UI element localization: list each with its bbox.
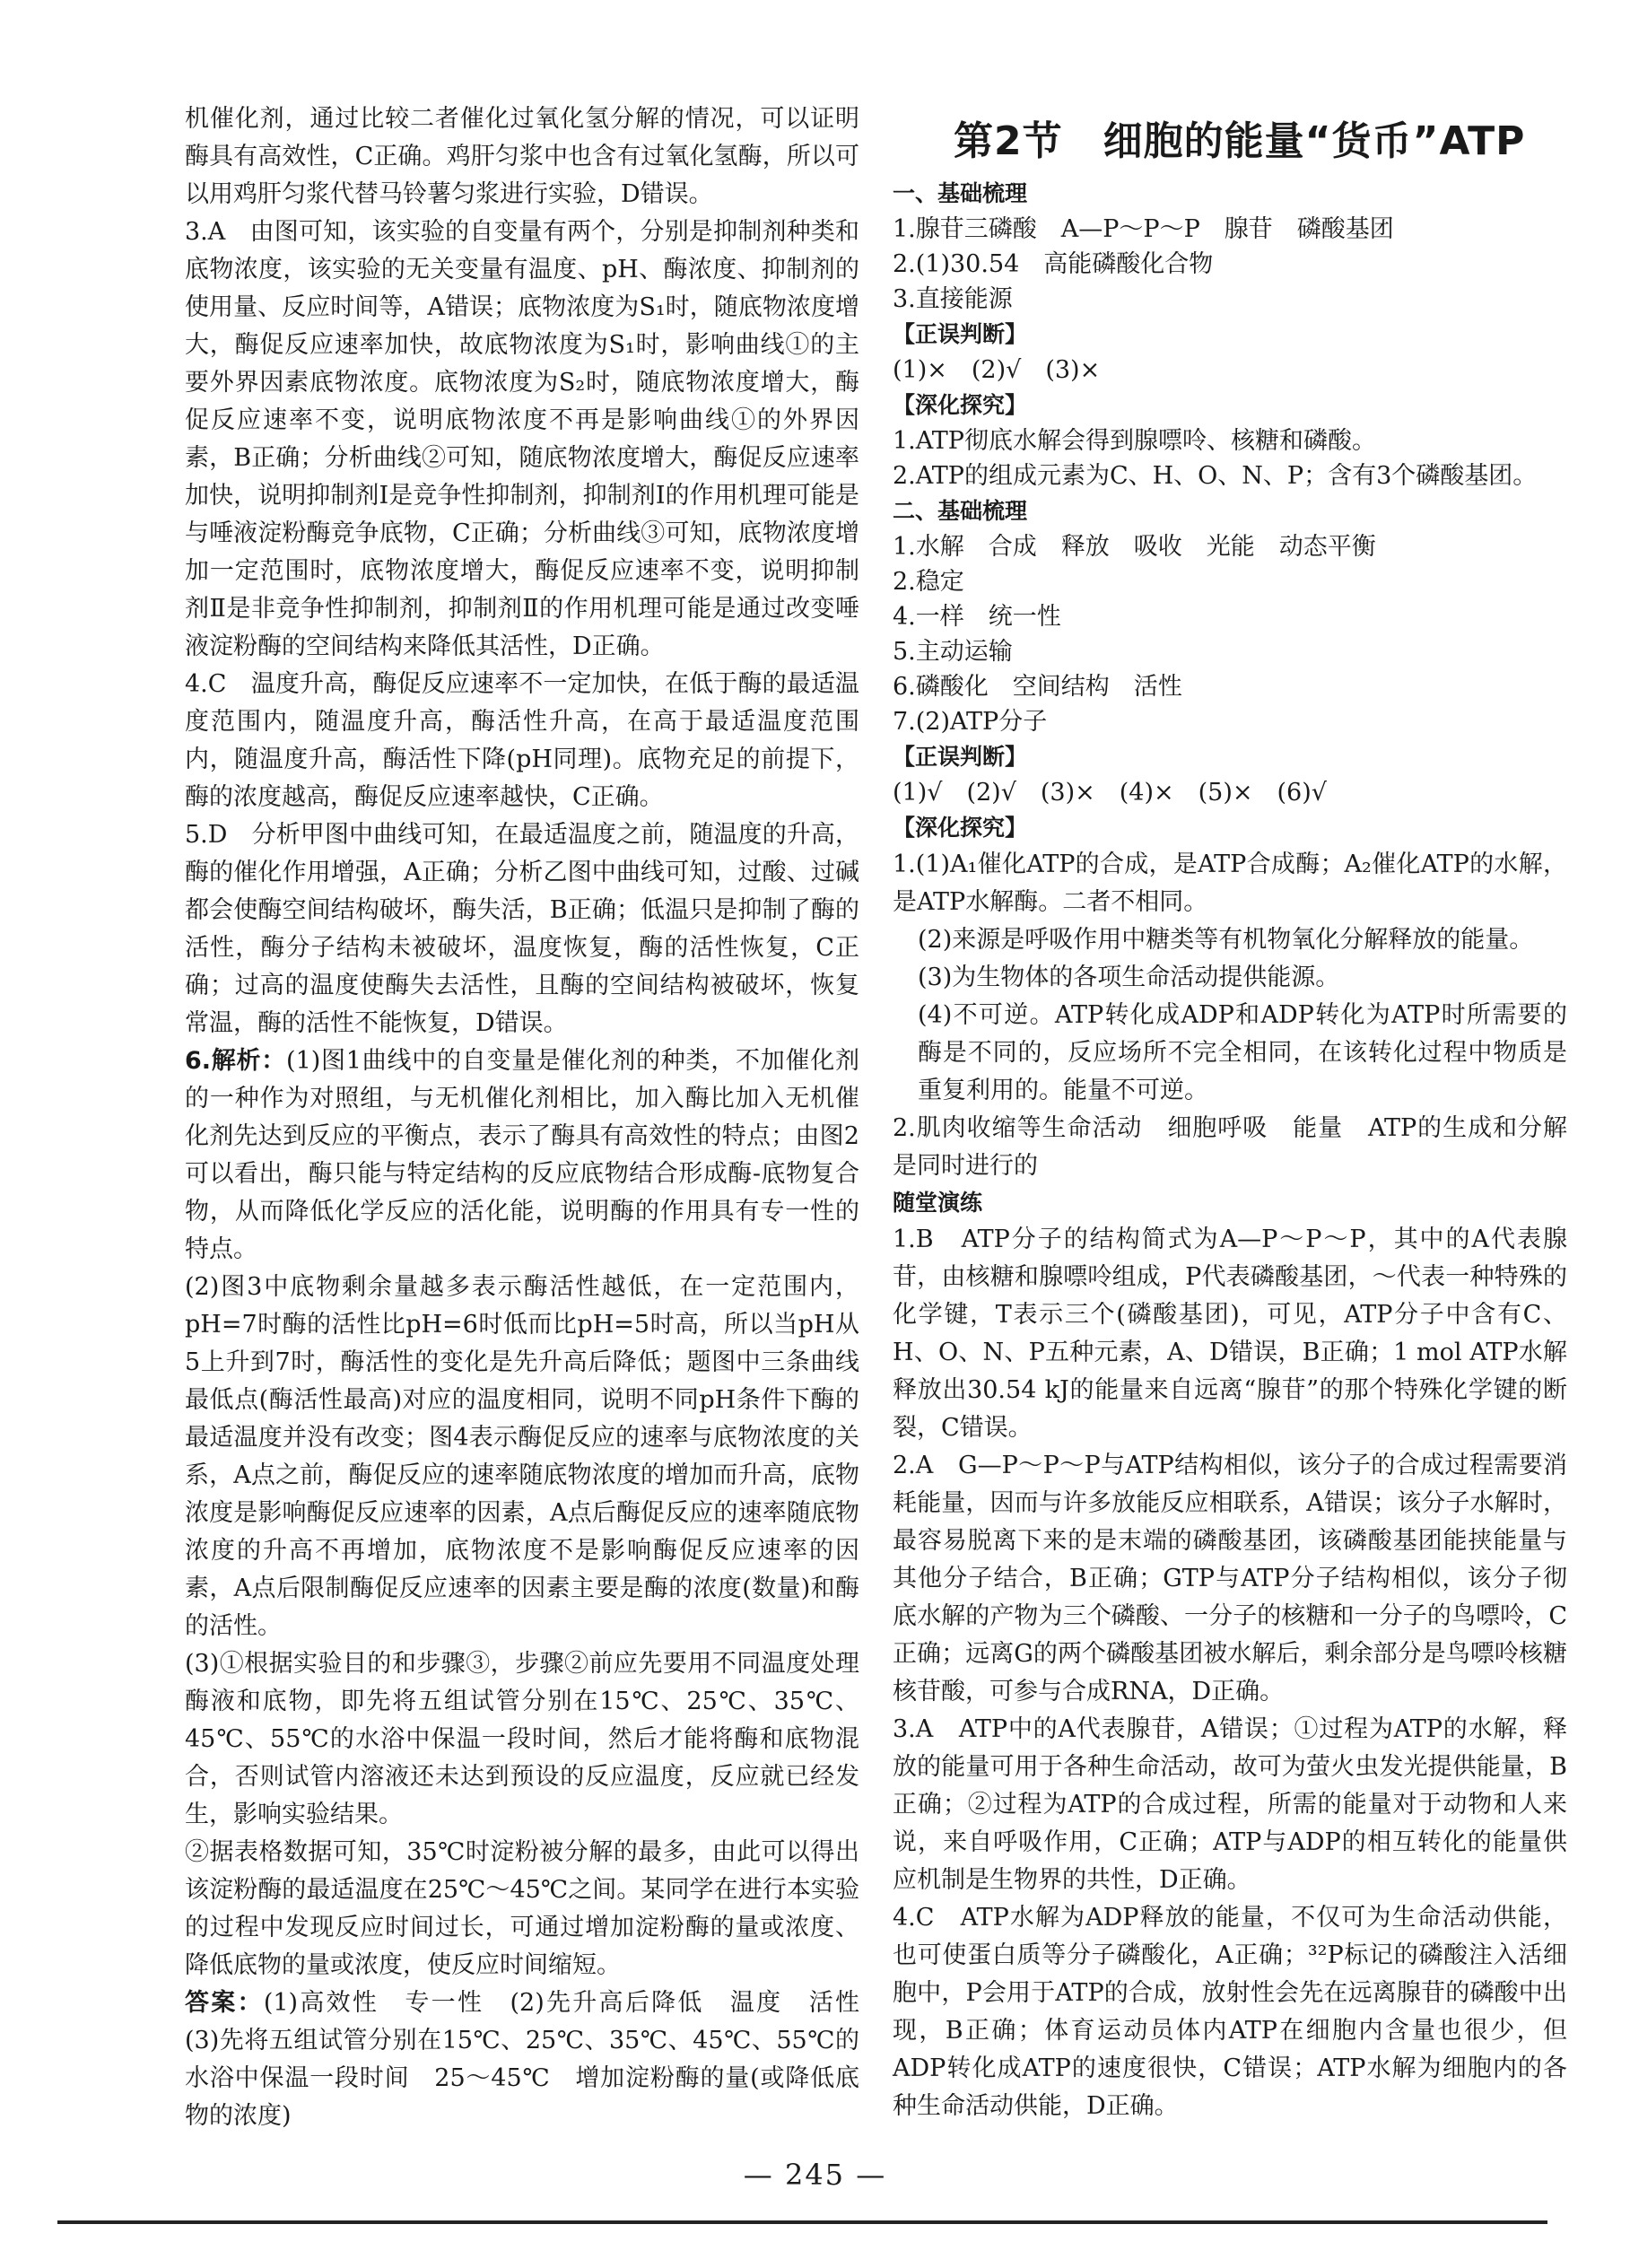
section-2-heading: 二、基础梳理	[893, 498, 1028, 524]
s1-line-3: 3.直接能源	[893, 285, 1013, 313]
footer-rule	[57, 2220, 1547, 2224]
left-para-0: 机催化剂，通过比较二者催化过氧化氢分解的情况，可以证明酶具有高效性，C正确。鸡肝匀浆中也含有过氧化氢酶，所以可以用鸡肝匀浆代替马铃薯匀浆进行实验，D错误。	[185, 105, 859, 208]
practice-item-2: 2.A G—P～P～P与ATP结构相似，该分子的合成过程需要消耗能量，因而与许多放能反应相联系，A错误；该分子水解时，最容易脱离下来的是末端的磷酸基团，该磷酸基团能挟能量与其他分子结合，B正确；GTP与ATP分子结构相似，该分子彻底水解的产物为三个磷酸、一分子的核糖和一分子的鸟嘌呤，C正确；远离G的两个磷酸基团被水解后，剩余部分是鸟嘌呤核糖核苷酸，可参与合成RNA，D正确。	[893, 1452, 1567, 1705]
judge-heading-1: 【正误判断】	[893, 321, 1028, 347]
deep2-item-1-2: (2)来源是呼吸作用中糖类等有机物氧化分解释放的能量。	[918, 926, 1534, 954]
s2-line-2: 2.稳定	[893, 568, 964, 596]
analysis-label: 6.解析：	[185, 1047, 287, 1075]
deep-heading-1: 【深化探究】	[893, 392, 1028, 418]
judge-answers-1: (1)× (2)√ (3)×	[893, 356, 1101, 384]
analysis-part-2: (2)图3中底物剩余量越多表示酶活性越低，在一定范围内，pH=7时酶的活性比pH=6时低而比pH=5时高，所以当pH从5上升到7时，酶活性的变化是先升高后降低；题图中三条曲线最低点(酶活性最高)对应的温度相同，说明不同pH条件下酶的最适温度并没有改变；图4表示酶促反应的速率与底物浓度的关系，A点之前，酶促反应的速率随底物浓度的增加而升高，底物浓度是影响酶促反应速率的因素，A点后酶促反应的速率随底物浓度的升高不再增加，底物浓度不是影响酶促反应速率的因素，A点后限制酶促反应速率的因素主要是酶的浓度(数量)和酶的活性。	[185, 1273, 859, 1640]
page-number: — 245 —	[743, 2158, 887, 2192]
section-1-heading: 一、基础梳理	[893, 180, 1028, 206]
answer-text: (1)高效性 专一性 (2)先升高后降低 温度 活性 (3)先将五组试管分别在15℃、25℃、35℃、45℃、55℃的水浴中保温一段时间 25～45℃ 增加淀粉酶的量(或降低底物的浓度)	[185, 1989, 884, 2130]
deep2-item-1-3: (3)为生物体的各项生命活动提供能源。	[918, 964, 1340, 991]
analysis-part-3: (3)①根据实验目的和步骤③，步骤②前应先要用不同温度处理酶液和底物，即先将五组试管分别在15℃、25℃、35℃、45℃、55℃的水浴中保温一段时间，然后才能将酶和底物混合，否则试管内溶液还未达到预设的反应温度，反应就已经发生，影响实验结果。	[185, 1650, 859, 1828]
s1-line-2: 2.(1)30.54 高能磷酸化合物	[893, 250, 1214, 278]
left-column	[185, 100, 884, 2135]
deep2-item-1: 1.(1)A₁催化ATP的合成，是ATP合成酶；A₂催化ATP的水解，是ATP水解酶。二者不相同。	[893, 850, 1567, 916]
s2-line-6: 7.(2)ATP分子	[893, 708, 1048, 736]
deep1-line-1: 1.ATP彻底水解会得到腺嘌呤、核糖和磷酸。	[893, 427, 1376, 455]
deep2-item-1-4: (4)不可逆。ATP转化成ADP和ADP转化为ATP时所需要的酶是不同的，反应场所不完全相同，在该转化过程中物质是重复利用的。能量不可逆。	[918, 1001, 1567, 1104]
answer-block	[185, 1984, 884, 2135]
answer-label: 答案：	[185, 1989, 264, 2017]
deep-heading-2: 【深化探究】	[893, 815, 1028, 841]
judge-answers-2: (1)√ (2)√ (3)× (4)× (5)× (6)√	[893, 779, 1327, 807]
practice-item-1: 1.B ATP分子的结构简式为A—P～P～P，其中的A代表腺苷，由核糖和腺嘌呤组成，P代表磷酸基团，～代表一种特殊的化学键，T表示三个(磷酸基团)，可见，ATP分子中含有C、H、O、N、P五种元素，A、D错误，B正确；1 mol ATP水解释放出30.54 kJ的能量来自远离“腺苷”的那个特殊化学键的断裂，C错误。	[893, 1226, 1567, 1442]
practice-item-4: 4.C ATP水解为ADP释放的能量，不仅可为生命活动供能，也可使蛋白质等分子磷酸化，A正确；³²P标记的磷酸注入活细胞中，P会用于ATP的合成，放射性会先在远离腺苷的磷酸中出现，B正确；体育运动员体内ATP在细胞内含量也很少，但ADP转化成ATP的速度很快，C错误；ATP水解为细胞内的各种生命活动供能，D正确。	[893, 1904, 1567, 2120]
answer-item-6	[185, 1042, 859, 1269]
analysis-part-4: ②据表格数据可知，35℃时淀粉被分解的最多，由此可以得出该淀粉酶的最适温度在25℃～45℃之间。某同学在进行本实验的过程中发现反应时间过长，可通过增加淀粉酶的量或浓度、降低底物的量或浓度，使反应时间缩短。	[185, 1838, 859, 1979]
s2-line-3: 4.一样 统一性	[893, 603, 1061, 631]
right-column	[893, 100, 1567, 2125]
practice-heading: 随堂演练	[893, 1190, 983, 1216]
s2-line-1: 1.水解 合成 释放 吸收 光能 动态平衡	[893, 533, 1376, 561]
s1-line-1: 1.腺苷三磷酸 A—P～P～P 腺苷 磷酸基团	[893, 215, 1394, 243]
section-title: 第2节 细胞的能量“货币”ATP	[954, 118, 1526, 164]
deep2-item-2: 2.肌肉收缩等生命活动 细胞呼吸 能量 ATP的生成和分解是同时进行的	[893, 1114, 1567, 1180]
s2-line-5: 6.磷酸化 空间结构 活性	[893, 673, 1182, 701]
deep1-line-2: 2.ATP的组成元素为C、H、O、N、P；含有3个磷酸基团。	[893, 462, 1538, 490]
answer-item-4: 4.C 温度升高，酶促反应速率不一定加快，在低于酶的最适温度范围内，随温度升高，酶活性升高，在高于最适温度范围内，随温度升高，酶活性下降(pH同理)。底物充足的前提下，酶的浓度越高，酶促反应速率越快，C正确。	[185, 670, 859, 811]
answer-item-3: 3.A 由图可知，该实验的自变量有两个，分别是抑制剂种类和底物浓度，该实验的无关变量有温度、pH、酶浓度、抑制剂的使用量、反应时间等，A错误；底物浓度为S₁时，随底物浓度增大，酶促反应速率加快，故底物浓度为S₁时，影响曲线①的主要外界因素底物浓度。底物浓度为S₂时，随底物浓度增大，酶促反应速率不变，说明底物浓度不再是影响曲线①的外界因素，B正确；分析曲线②可知，随底物浓度增大，酶促反应速率加快，说明抑制剂Ⅰ是竞争性抑制剂，抑制剂Ⅰ的作用机理可能是与唾液淀粉酶竞争底物，C正确；分析曲线③可知，底物浓度增加一定范围时，底物浓度增大，酶促反应速率不变，说明抑制剂Ⅱ是非竞争性抑制剂，抑制剂Ⅱ的作用机理可能是通过改变唾液淀粉酶的空间结构来降低其活性，D正确。	[185, 218, 859, 660]
judge-heading-2: 【正误判断】	[893, 744, 1028, 770]
analysis-part-1: (1)图1曲线中的自变量是催化剂的种类，不加催化剂的一种作为对照组，与无机催化剂相比，加入酶比加入无机催化剂先达到反应的平衡点，表示了酶具有高效性的特点；由图2可以看出，酶只能与特定结构的反应底物结合形成酶-底物复合物，从而降低化学反应的活化能，说明酶的作用具有专一性的特点。	[185, 1047, 859, 1263]
practice-item-3: 3.A ATP中的A代表腺苷，A错误；①过程为ATP的水解，释放的能量可用于各种生命活动，故可为萤火虫发光提供能量，B正确；②过程为ATP的合成过程，所需的能量对于动物和人来说，来自呼吸作用，C正确；ATP与ADP的相互转化的能量供应机制是生物界的共性，D正确。	[893, 1715, 1567, 1894]
answer-item-5: 5.D 分析甲图中曲线可知，在最适温度之前，随温度的升高，酶的催化作用增强，A正确；分析乙图中曲线可知，过酸、过碱都会使酶空间结构破坏，酶失活，B正确；低温只是抑制了酶的活性，酶分子结构未被破坏，温度恢复，酶的活性恢复，C正确；过高的温度使酶失去活性，且酶的空间结构被破坏，恢复常温，酶的活性不能恢复，D错误。	[185, 821, 859, 1037]
s2-line-4: 5.主动运输	[893, 638, 1013, 666]
